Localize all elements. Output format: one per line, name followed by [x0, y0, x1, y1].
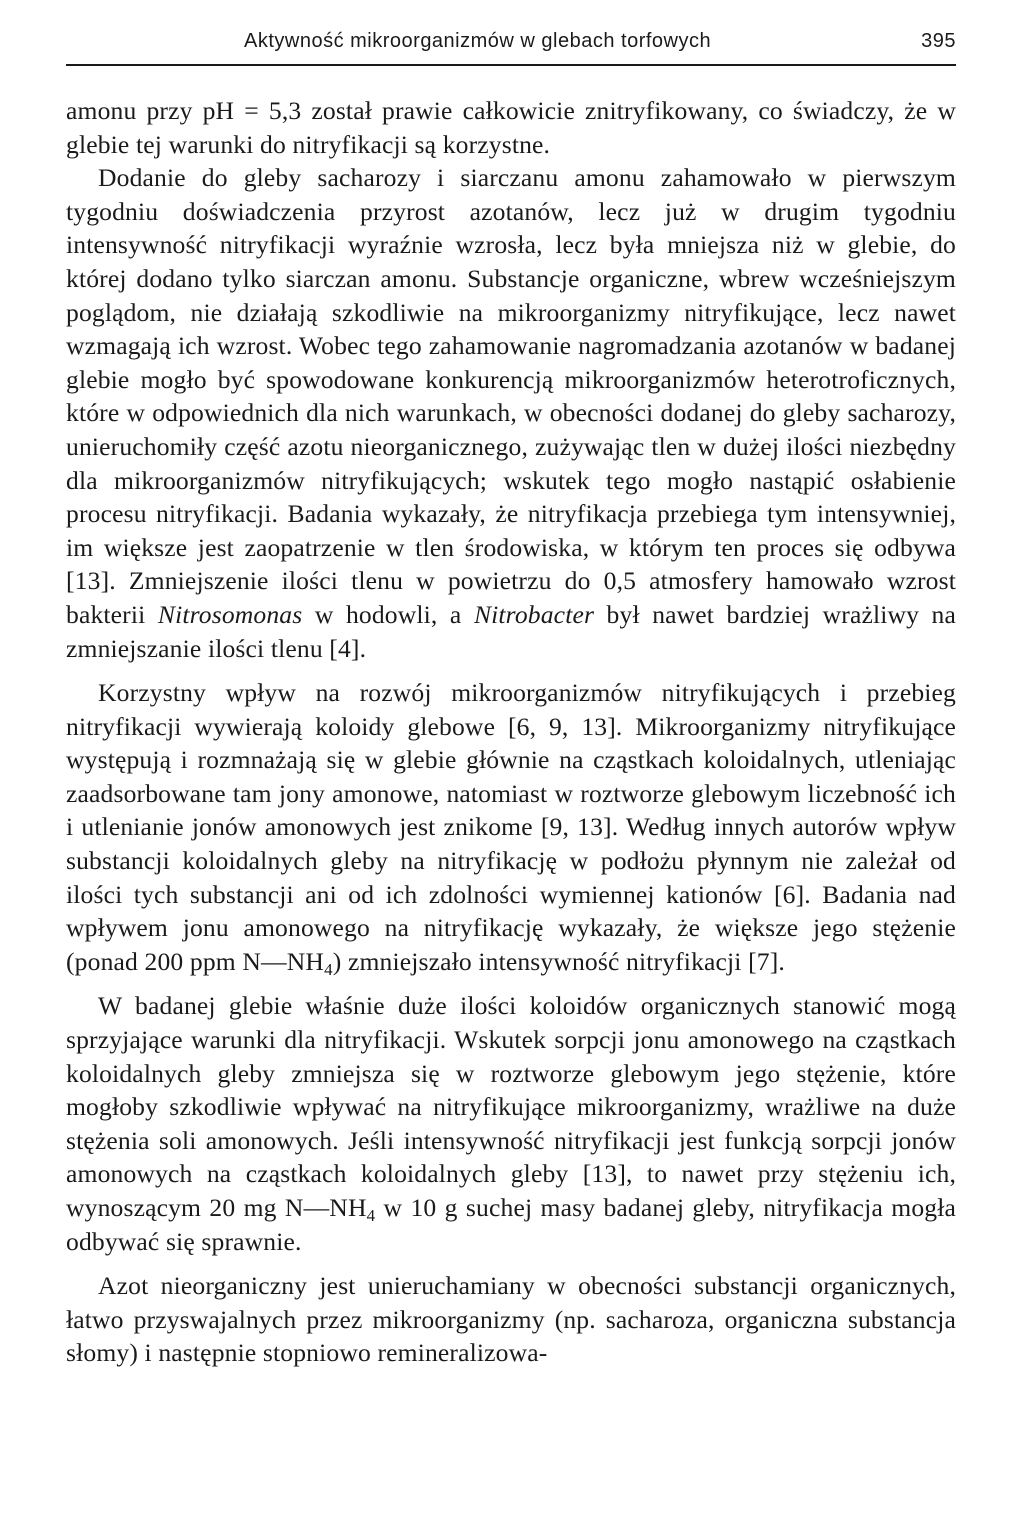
- paragraph-5: [66, 1269, 956, 1370]
- paragraph-4: [66, 989, 956, 1258]
- paragraph-3: [66, 676, 956, 978]
- subscript-4: 4: [366, 1206, 376, 1225]
- paragraph-2-text-b: w hodowli, a: [302, 599, 474, 629]
- paragraph-2-text-a: Dodanie do gleby sacharozy i siarczanu amonu zahamowało w pierwszym tygodniu doświadczenia przyrost azotanów, lecz już w drugim tygodniu intensywność nitryfikacji wyraźnie wzrosła, lecz była mniejsza niż w glebie, do której dodano tylko siarczan amonu. Substancje organiczne, wbrew wcześniejszym poglądom, nie działają szkodliwie na mikroorganizmy nitryfikujące, lecz nawet wzmagają ich wzrost. Wobec tego zahamowanie nagromadzania azotanów w badanej glebie mogło być spowodowane konkurencją mikroorganizmów heterotroficznych, które w odpowiednich dla nich warunkach, w obecności dodanej do gleby sacharozy, unieruchomiły część azotu nieorganicznego, zużywając tlen w dużej ilości niezbędny dla mikroorganizmów nitryfikujących; wskutek tego mogło nastąpić osłabienie procesu nitryfikacji. Badania wykazały, że nitryfikacja przebiega tym intensywniej, im większe jest zaopatrzenie w tlen środowiska, w którym ten proces się odbywa [13]. Zmniejszenie ilości tlenu w powietrzu do 0,5 atmosfery hamowało wzrost bakterii: [66, 163, 956, 629]
- paragraph-2: [66, 161, 956, 665]
- paragraph-4-text-b: w 10 g suchej masy badanej gleby, nitryfikacja mogła odbywać się sprawnie.: [66, 1193, 956, 1256]
- running-title: Aktywność mikroorganizmów w glebach torfowych: [244, 30, 712, 52]
- page-number: 395: [921, 30, 956, 52]
- paragraph-3-text-b: ) zmniejszało intensywność nitryfikacji [7].: [332, 946, 785, 976]
- paragraph-2-text-c: był nawet bardziej wrażliwy na zmniejszanie ilości tlenu [4].: [66, 599, 957, 663]
- paragraph-5-text: Azot nieorganiczny jest unieruchamiany w obecności substancji organicznych, łatwo przyswajalnych przez mikroorganizmy (np. sacharoza, organiczna substancja słomy) i następnie stopniowo remineralizowa-: [66, 1271, 956, 1368]
- genus-nitrosomonas: Nitrosomonas: [157, 599, 303, 629]
- running-head: [66, 24, 956, 66]
- body-text: [66, 94, 956, 1370]
- paragraph-1: [66, 94, 956, 161]
- paragraph-1-text: amonu przy pH = 5,3 został prawie całkowicie znitryfikowany, co świadczy, że w glebie tej warunki do nitryfikacji są korzystne.: [66, 96, 956, 159]
- paragraph-3-text-a: Korzystny wpływ na rozwój mikroorganizmów nitryfikujących i przebieg nitryfikacji wywierają koloidy glebowe [6, 9, 13]. Mikroorganizmy nitryfikujące występują i rozmnażają się w glebie głównie na cząstkach koloidalnych, utleniając zaadsorbowane tam jony amonowe, natomiast w roztworze glebowym liczebność ich i utlenianie jonów amonowych jest znikome [9, 13]. Według innych autorów wpływ substancji koloidalnych gleby na nitryfikację w podłożu płynnym nie zależał od ilości tych substancji ani od ich zdolności wymiennej kationów [6]. Badania nad wpływem jonu amonowego na nitryfikację wykazały, że większe jego stężenie (ponad 200 ppm N—NH: [66, 678, 956, 976]
- subscript-4: 4: [324, 959, 333, 979]
- page: [66, 24, 956, 1381]
- paragraph-4-text-a: W badanej glebie właśnie duże ilości koloidów organicznych stanowić mogą sprzyjające warunki dla nitryfikacji. Wskutek sorpcji jonu amonowego na cząstkach koloidalnych gleby zmniejsza się w roztworze glebowym jego stężenie, które mogłoby szkodliwie wpływać na nitryfikujące mikroorganizmy, wrażliwe na duże stężenia soli amonowych. Jeśli intensywność nitryfikacji jest funkcją sorpcji jonów amonowych na cząstkach koloidalnych gleby [13], to nawet przy stężeniu ich, wynoszącym 20 mg N—NH: [66, 991, 956, 1222]
- genus-nitrobacter: Nitrobacter: [473, 599, 595, 629]
